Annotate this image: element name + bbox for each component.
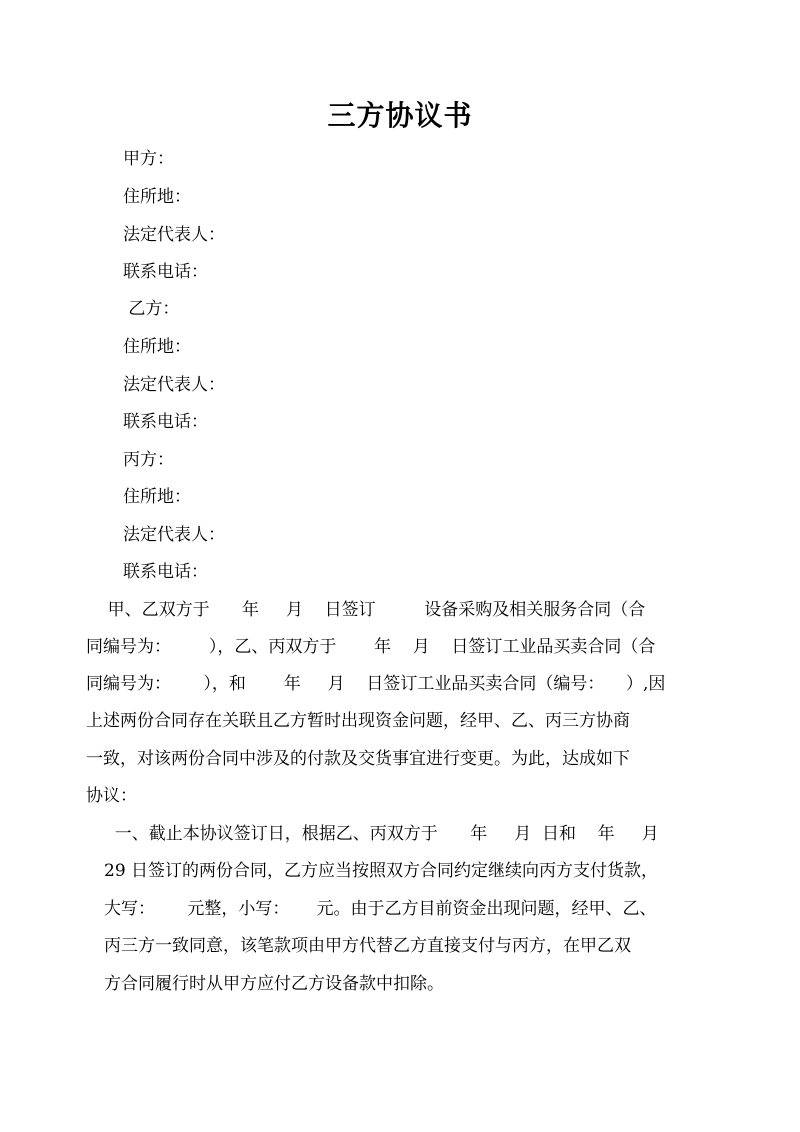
party-c-address-label: 住所地： — [123, 487, 191, 507]
paragraph-line: 一致，对该两份合同中涉及的付款及交货事宜进行变更。为此，达成如下 — [86, 749, 630, 769]
paragraph-line: 同编号为： ），和 年 月 日签订工业品买卖合同（编号： ）,因 — [86, 674, 666, 694]
paragraph-line: 协议： — [86, 786, 137, 806]
party-a-address-label: 住所地： — [123, 187, 191, 207]
party-c-label: 丙方： — [123, 450, 174, 470]
party-b-label: 乙方： — [123, 299, 180, 319]
party-c-phone-label: 联系电话： — [123, 562, 208, 582]
paragraph-line: 29 日签订的两份合同，乙方应当按照双方合同约定继续向丙方支付货款， — [104, 861, 659, 881]
party-a-phone-label: 联系电话： — [123, 262, 208, 282]
party-b-phone-label: 联系电话： — [123, 412, 208, 432]
paragraph-line: 一、截止本协议签订日，根据乙、丙双方于 年 月 日和 年 月 — [104, 824, 659, 844]
paragraph-line: 丙三方一致同意，该笔款项由甲方代替乙方直接支付与丙方，在甲乙双 — [104, 936, 631, 956]
paragraph-line: 大写： 元整，小写： 元。由于乙方目前资金出现问题，经甲、乙、 — [104, 899, 657, 919]
paragraph-line: 同编号为： ），乙、丙双方于 年 月 日签订工业品买卖合同（合 — [86, 637, 656, 657]
party-b-address-label: 住所地： — [123, 337, 191, 357]
party-a-label: 甲方： — [123, 149, 174, 169]
paragraph-line: 上述两份合同存在关联且乙方暂时出现资金问题，经甲、乙、丙三方协商 — [86, 711, 630, 731]
paragraph-line: 方合同履行时从甲方应付乙方设备款中扣除。 — [104, 974, 444, 994]
party-a-representative-label: 法定代表人： — [123, 225, 225, 245]
party-b-representative-label: 法定代表人： — [123, 375, 225, 395]
party-c-representative-label: 法定代表人： — [123, 525, 225, 545]
document-title: 三方协议书 — [327, 99, 473, 132]
paragraph-line: 甲、乙双方于 年 月 日签订 设备采购及相关服务合同（合 — [86, 600, 646, 620]
